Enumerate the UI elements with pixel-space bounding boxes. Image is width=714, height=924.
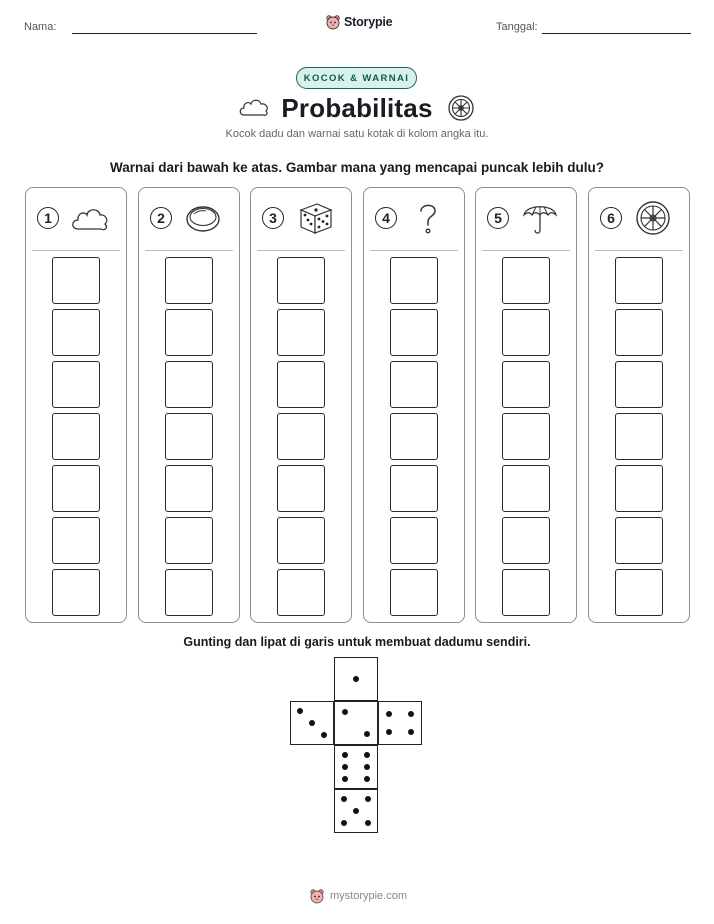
- dice-net[interactable]: [290, 657, 424, 835]
- dice-face-6: [334, 745, 378, 789]
- color-box[interactable]: [52, 413, 100, 460]
- dice-pip: [342, 776, 348, 782]
- dice-pip: [408, 711, 414, 717]
- color-box[interactable]: [615, 309, 663, 356]
- column-number: 3: [262, 207, 284, 229]
- coin-icon: [183, 200, 223, 236]
- column-number: 6: [600, 207, 622, 229]
- column-divider: [257, 250, 345, 251]
- dice-pip: [408, 729, 414, 735]
- column-5: [475, 187, 577, 623]
- color-box[interactable]: [502, 309, 550, 356]
- column-header: [364, 188, 464, 250]
- dice-pip: [342, 709, 348, 715]
- dice-pip: [364, 731, 370, 737]
- footer-url: mystorypie.com: [330, 890, 408, 902]
- wheel-icon: [633, 200, 673, 236]
- column-divider: [145, 250, 233, 251]
- color-box[interactable]: [52, 465, 100, 512]
- dice-pip: [342, 752, 348, 758]
- color-box[interactable]: [615, 517, 663, 564]
- color-box[interactable]: [502, 413, 550, 460]
- color-box[interactable]: [165, 361, 213, 408]
- color-box[interactable]: [52, 309, 100, 356]
- color-box[interactable]: [502, 361, 550, 408]
- color-box[interactable]: [165, 465, 213, 512]
- dice-face-1: [334, 657, 378, 701]
- column-divider: [482, 250, 570, 251]
- instruction-text: Warnai dari bawah ke atas. Gambar mana yang mencapai puncak lebih dulu?: [110, 160, 604, 175]
- dice-pip: [353, 808, 359, 814]
- color-box[interactable]: [390, 569, 438, 616]
- cloud-icon: [70, 200, 110, 236]
- name-label: Nama:: [24, 21, 57, 33]
- color-box[interactable]: [277, 413, 325, 460]
- cloud-icon: [237, 95, 271, 119]
- color-box[interactable]: [165, 517, 213, 564]
- color-box[interactable]: [502, 569, 550, 616]
- column-header: [589, 188, 689, 250]
- color-box[interactable]: [390, 465, 438, 512]
- color-box[interactable]: [165, 413, 213, 460]
- column-number: 5: [487, 207, 509, 229]
- color-box[interactable]: [277, 309, 325, 356]
- dice-face-2: [334, 701, 378, 745]
- dice-pip: [386, 729, 392, 735]
- dice-pip: [341, 796, 347, 802]
- color-box[interactable]: [615, 465, 663, 512]
- dice-face-5: [334, 789, 378, 833]
- color-box[interactable]: [52, 361, 100, 408]
- dice-pip: [297, 708, 303, 714]
- column-header: [476, 188, 576, 250]
- footer: [309, 886, 407, 906]
- color-box[interactable]: [502, 517, 550, 564]
- column-number: 2: [150, 207, 172, 229]
- column-6: [588, 187, 690, 623]
- dice-face-3: [290, 701, 334, 745]
- color-box[interactable]: [615, 257, 663, 304]
- column-header: [26, 188, 126, 250]
- color-box[interactable]: [277, 517, 325, 564]
- column-number: 1: [37, 207, 59, 229]
- wheel-icon: [447, 94, 475, 122]
- color-box[interactable]: [390, 309, 438, 356]
- color-box[interactable]: [390, 517, 438, 564]
- color-box[interactable]: [165, 309, 213, 356]
- color-box[interactable]: [390, 413, 438, 460]
- dice-pip: [341, 820, 347, 826]
- dice-pip: [386, 711, 392, 717]
- column-number: 4: [375, 207, 397, 229]
- color-box[interactable]: [277, 465, 325, 512]
- dice-pip: [364, 752, 370, 758]
- column-header: [251, 188, 351, 250]
- column-divider: [32, 250, 120, 251]
- dice-caption: Gunting dan lipat di garis untuk membuat dadumu sendiri.: [183, 635, 531, 649]
- dice-face-4: [378, 701, 422, 745]
- color-box[interactable]: [277, 257, 325, 304]
- color-box[interactable]: [390, 257, 438, 304]
- dice-pip: [365, 820, 371, 826]
- name-write-line[interactable]: [72, 33, 257, 34]
- dice-pip: [364, 764, 370, 770]
- color-box[interactable]: [52, 257, 100, 304]
- dice-pip: [309, 720, 315, 726]
- color-box[interactable]: [502, 257, 550, 304]
- dice-icon: [295, 200, 335, 236]
- color-box[interactable]: [615, 361, 663, 408]
- color-box[interactable]: [502, 465, 550, 512]
- color-box[interactable]: [165, 257, 213, 304]
- column-2: [138, 187, 240, 623]
- activity-tag: KOCOK & WARNAI: [296, 67, 417, 89]
- color-box[interactable]: [277, 569, 325, 616]
- brand-name: Storypie: [344, 15, 393, 29]
- dice-pip: [365, 796, 371, 802]
- color-box[interactable]: [52, 517, 100, 564]
- page-subtitle: Kocok dadu dan warnai satu kotak di kolom angka itu.: [225, 128, 489, 140]
- dice-pip: [353, 676, 359, 682]
- storypie-mascot-icon: [325, 14, 341, 30]
- dice-pip: [364, 776, 370, 782]
- storypie-mascot-icon: [309, 888, 325, 904]
- date-label: Tanggal:: [496, 21, 538, 33]
- page-title: Probabilitas: [281, 93, 433, 123]
- dice-pip: [342, 764, 348, 770]
- column-1: [25, 187, 127, 623]
- column-divider: [595, 250, 683, 251]
- color-box[interactable]: [615, 569, 663, 616]
- color-box[interactable]: [277, 361, 325, 408]
- date-write-line[interactable]: [542, 33, 691, 34]
- dice-pip: [321, 732, 327, 738]
- column-4: [363, 187, 465, 623]
- color-box[interactable]: [390, 361, 438, 408]
- color-box[interactable]: [52, 569, 100, 616]
- umbrella-icon: [520, 200, 560, 236]
- column-header: [139, 188, 239, 250]
- column-divider: [370, 250, 458, 251]
- question-mark-icon: [408, 200, 448, 236]
- color-box[interactable]: [615, 413, 663, 460]
- brand-logo: [325, 12, 392, 32]
- column-3: [250, 187, 352, 623]
- color-box[interactable]: [165, 569, 213, 616]
